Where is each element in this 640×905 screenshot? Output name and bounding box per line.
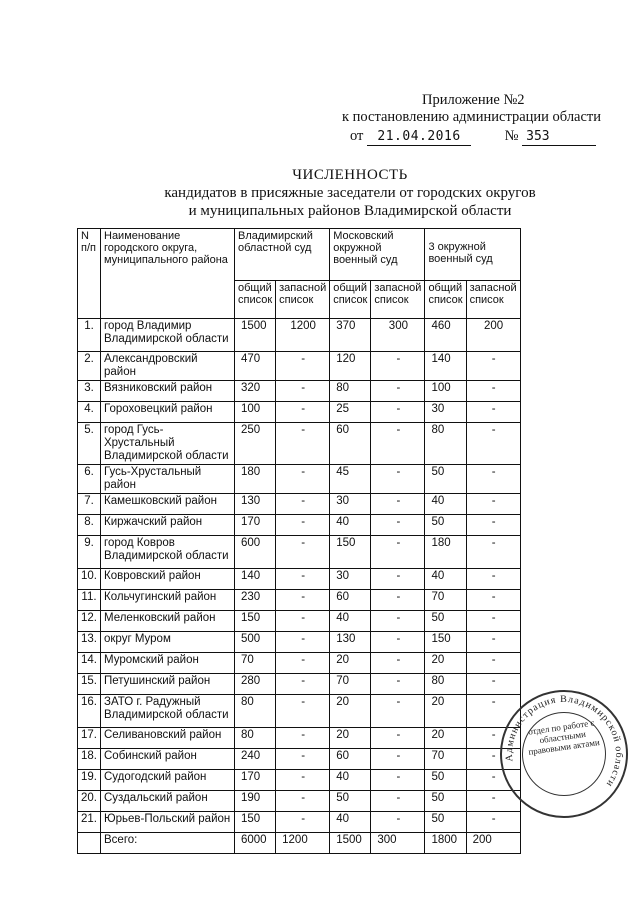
court1-general: 600 xyxy=(235,536,276,569)
court2-reserve: - xyxy=(371,632,425,653)
row-number: 20. xyxy=(78,791,101,812)
court3-reserve: - xyxy=(466,515,520,536)
court1-reserve: - xyxy=(276,352,330,381)
court3-general: 50 xyxy=(425,515,466,536)
table-row xyxy=(78,791,521,812)
court3-reserve: - xyxy=(466,791,520,812)
row-name: Меленковский район xyxy=(101,611,235,632)
heading-line-2: кандидатов в присяжные заседатели от городских округов xyxy=(164,185,536,201)
court1-general: 150 xyxy=(235,611,276,632)
table-row xyxy=(78,674,521,695)
table-row xyxy=(78,319,521,352)
court1-general: 470 xyxy=(235,352,276,381)
court2-general: 50 xyxy=(330,791,371,812)
header-reserve-3: запасной список xyxy=(466,281,520,319)
court3-general: 460 xyxy=(425,319,466,352)
table-row xyxy=(78,569,521,590)
court2-general: 40 xyxy=(330,515,371,536)
court1-reserve: - xyxy=(276,749,330,770)
heading-line-1: ЧИСЛЕННОСТЬ xyxy=(292,167,408,183)
row-name: ЗАТО г. Радужный Владимирской области xyxy=(101,695,235,728)
court1-general: 320 xyxy=(235,381,276,402)
row-name: Ковровский район xyxy=(101,569,235,590)
court2-general: 20 xyxy=(330,653,371,674)
court3-general: 80 xyxy=(425,423,466,465)
table-body xyxy=(78,319,521,854)
table-row xyxy=(78,632,521,653)
appendix-title: Приложение №2 xyxy=(422,92,525,108)
court2-reserve: - xyxy=(371,695,425,728)
court2-general: 45 xyxy=(330,465,371,494)
court2-reserve: - xyxy=(371,770,425,791)
court2-reserve: - xyxy=(371,728,425,749)
court1-general: 250 xyxy=(235,423,276,465)
court3-reserve: - xyxy=(466,569,520,590)
court2-reserve: - xyxy=(371,465,425,494)
court1-reserve: - xyxy=(276,674,330,695)
court3-reserve: - xyxy=(466,494,520,515)
row-name: Гороховецкий район xyxy=(101,402,235,423)
row-name: Судогодский район xyxy=(101,770,235,791)
court1-reserve: - xyxy=(276,632,330,653)
table-row xyxy=(78,381,521,402)
row-number: 21. xyxy=(78,812,101,833)
court1-general: 150 xyxy=(235,812,276,833)
header-name: Наименование городского округа, муниципального района xyxy=(101,229,235,319)
court3-general: 40 xyxy=(425,494,466,515)
court3-general: 1800 xyxy=(425,833,466,854)
court3-general: 40 xyxy=(425,569,466,590)
appendix-subtitle: к постановлению администрации области xyxy=(342,109,602,125)
court1-reserve: - xyxy=(276,812,330,833)
court3-general: 150 xyxy=(425,632,466,653)
court1-reserve: - xyxy=(276,791,330,812)
row-number: 10. xyxy=(78,569,101,590)
court1-general: 170 xyxy=(235,770,276,791)
stamp-ring-label: Администрация Владимирской области xyxy=(503,693,625,790)
court1-general: 6000 xyxy=(235,833,276,854)
court2-reserve: - xyxy=(371,381,425,402)
court3-reserve: - xyxy=(466,632,520,653)
court3-general: 20 xyxy=(425,728,466,749)
table-row xyxy=(78,653,521,674)
court1-reserve: - xyxy=(276,728,330,749)
court2-general: 370 xyxy=(330,319,371,352)
court3-reserve: - xyxy=(466,695,520,728)
court3-reserve: - xyxy=(466,590,520,611)
court1-reserve: - xyxy=(276,770,330,791)
row-number: 17. xyxy=(78,728,101,749)
court3-general: 20 xyxy=(425,695,466,728)
court3-reserve: - xyxy=(466,381,520,402)
court3-general: 80 xyxy=(425,674,466,695)
row-number: 1. xyxy=(78,319,101,352)
court3-reserve: 200 xyxy=(466,319,520,352)
court3-general: 70 xyxy=(425,590,466,611)
court1-general: 180 xyxy=(235,465,276,494)
court1-reserve: - xyxy=(276,569,330,590)
court1-general: 80 xyxy=(235,695,276,728)
court3-reserve: - xyxy=(466,728,520,749)
row-number: 5. xyxy=(78,423,101,465)
header-reserve-2: запасной список xyxy=(371,281,425,319)
court1-reserve: 1200 xyxy=(276,319,330,352)
court1-reserve: - xyxy=(276,381,330,402)
court3-general: 30 xyxy=(425,402,466,423)
court2-general: 40 xyxy=(330,812,371,833)
court1-reserve: - xyxy=(276,465,330,494)
row-number: 15. xyxy=(78,674,101,695)
court2-general: 70 xyxy=(330,674,371,695)
court3-general: 140 xyxy=(425,352,466,381)
court3-general: 50 xyxy=(425,611,466,632)
row-name: Муромский район xyxy=(101,653,235,674)
table-row xyxy=(78,352,521,381)
court1-reserve: - xyxy=(276,536,330,569)
court1-general: 190 xyxy=(235,791,276,812)
court2-general: 60 xyxy=(330,749,371,770)
row-name: Гусь-Хрустальный район xyxy=(101,465,235,494)
court2-general: 1500 xyxy=(330,833,371,854)
table-row xyxy=(78,402,521,423)
row-number: 11. xyxy=(78,590,101,611)
row-name: город Владимир Владимирской области xyxy=(101,319,235,352)
court2-reserve: - xyxy=(371,494,425,515)
court2-reserve: - xyxy=(371,791,425,812)
court2-reserve: - xyxy=(371,536,425,569)
court1-reserve: 1200 xyxy=(276,833,330,854)
court1-general: 70 xyxy=(235,653,276,674)
court2-reserve: - xyxy=(371,590,425,611)
table-row xyxy=(78,494,521,515)
from-label: от xyxy=(350,128,364,144)
row-number: 2. xyxy=(78,352,101,381)
court2-general: 130 xyxy=(330,632,371,653)
court2-reserve: - xyxy=(371,352,425,381)
header-number: N п/п xyxy=(78,229,101,319)
table-row xyxy=(78,812,521,833)
row-name: Юрьев-Польский район xyxy=(101,812,235,833)
row-name: Суздальский район xyxy=(101,791,235,812)
row-name: Селивановский район xyxy=(101,728,235,749)
table-row xyxy=(78,695,521,728)
court1-general: 280 xyxy=(235,674,276,695)
court3-general: 50 xyxy=(425,770,466,791)
row-name: Киржачский район xyxy=(101,515,235,536)
court2-general: 20 xyxy=(330,695,371,728)
official-stamp xyxy=(492,682,637,827)
court2-reserve: - xyxy=(371,749,425,770)
court1-general: 100 xyxy=(235,402,276,423)
court3-general: 20 xyxy=(425,653,466,674)
row-number xyxy=(78,833,101,854)
court3-reserve: - xyxy=(466,812,520,833)
header-reserve-1: запасной список xyxy=(276,281,330,319)
row-number: 6. xyxy=(78,465,101,494)
row-name: Всего: xyxy=(101,833,235,854)
court1-reserve: - xyxy=(276,590,330,611)
court2-reserve: - xyxy=(371,569,425,590)
court1-general: 230 xyxy=(235,590,276,611)
row-number: 18. xyxy=(78,749,101,770)
row-number: 19. xyxy=(78,770,101,791)
row-number: 14. xyxy=(78,653,101,674)
court2-general: 80 xyxy=(330,381,371,402)
court3-general: 100 xyxy=(425,381,466,402)
court1-general: 80 xyxy=(235,728,276,749)
court2-general: 60 xyxy=(330,590,371,611)
decree-number: 353 xyxy=(522,128,596,146)
court2-general: 20 xyxy=(330,728,371,749)
row-name: Кольчугинский район xyxy=(101,590,235,611)
table-row xyxy=(78,749,521,770)
row-name: Камешковский район xyxy=(101,494,235,515)
court3-general: 70 xyxy=(425,749,466,770)
court3-reserve: - xyxy=(466,653,520,674)
row-number: 8. xyxy=(78,515,101,536)
court2-general: 30 xyxy=(330,569,371,590)
court1-reserve: - xyxy=(276,695,330,728)
row-number: 12. xyxy=(78,611,101,632)
heading-line-3: и муниципальных районов Владимирской области xyxy=(188,203,512,219)
stamp-ring-text xyxy=(494,684,634,824)
court1-reserve: - xyxy=(276,423,330,465)
document-heading xyxy=(60,166,640,220)
court2-reserve: - xyxy=(371,611,425,632)
appendix-date-line xyxy=(350,128,596,146)
court3-reserve: - xyxy=(466,402,520,423)
court3-reserve: - xyxy=(466,536,520,569)
court1-reserve: - xyxy=(276,402,330,423)
row-name: округ Муром xyxy=(101,632,235,653)
court3-reserve: - xyxy=(466,674,520,695)
court2-general: 25 xyxy=(330,402,371,423)
court1-general: 1500 xyxy=(235,319,276,352)
court2-general: 40 xyxy=(330,770,371,791)
court3-general: 50 xyxy=(425,791,466,812)
court1-general: 500 xyxy=(235,632,276,653)
stamp-center-text: отдел по работе с областными правовыми актами xyxy=(527,717,601,757)
court2-reserve: - xyxy=(371,515,425,536)
header-general-3: общий список xyxy=(425,281,466,319)
court1-reserve: - xyxy=(276,611,330,632)
row-number: 4. xyxy=(78,402,101,423)
court3-reserve: - xyxy=(466,611,520,632)
table-row xyxy=(78,515,521,536)
row-number: 16. xyxy=(78,695,101,728)
table-row xyxy=(78,770,521,791)
table-row xyxy=(78,423,521,465)
court1-general: 240 xyxy=(235,749,276,770)
court3-reserve: - xyxy=(466,465,520,494)
court2-reserve: - xyxy=(371,653,425,674)
decree-date: 21.04.2016 xyxy=(367,128,471,146)
court2-general: 120 xyxy=(330,352,371,381)
court1-general: 140 xyxy=(235,569,276,590)
header-court-2: Московский окружной военный суд xyxy=(330,229,425,281)
row-name: город Гусь-Хрустальный Владимирской области xyxy=(101,423,235,465)
row-number: 9. xyxy=(78,536,101,569)
court1-reserve: - xyxy=(276,653,330,674)
court2-reserve: - xyxy=(371,423,425,465)
number-label: № xyxy=(504,128,519,144)
court3-general: 180 xyxy=(425,536,466,569)
table-total-row xyxy=(78,833,521,854)
court2-general: 30 xyxy=(330,494,371,515)
row-name: Александровский район xyxy=(101,352,235,381)
court2-reserve: - xyxy=(371,674,425,695)
row-name: Собинский район xyxy=(101,749,235,770)
header-general-2: общий список xyxy=(330,281,371,319)
row-name: город Ковров Владимирской области xyxy=(101,536,235,569)
court2-general: 150 xyxy=(330,536,371,569)
table-row xyxy=(78,590,521,611)
header-court-1: Владимирский областной суд xyxy=(235,229,330,281)
candidates-table xyxy=(77,228,521,854)
court1-general: 130 xyxy=(235,494,276,515)
court1-reserve: - xyxy=(276,494,330,515)
court2-general: 40 xyxy=(330,611,371,632)
header-court-3: 3 окружной военный суд xyxy=(425,229,520,281)
court1-reserve: - xyxy=(276,515,330,536)
court3-reserve: - xyxy=(466,749,520,770)
row-name: Вязниковский район xyxy=(101,381,235,402)
table-row xyxy=(78,611,521,632)
court3-general: 50 xyxy=(425,465,466,494)
court3-reserve: 200 xyxy=(466,833,520,854)
court3-reserve: - xyxy=(466,352,520,381)
row-number: 3. xyxy=(78,381,101,402)
row-number: 7. xyxy=(78,494,101,515)
court2-general: 60 xyxy=(330,423,371,465)
table-row xyxy=(78,728,521,749)
court2-reserve: - xyxy=(371,812,425,833)
court2-reserve: 300 xyxy=(371,319,425,352)
header-general-1: общий список xyxy=(235,281,276,319)
table-row xyxy=(78,536,521,569)
court2-reserve: - xyxy=(371,402,425,423)
row-name: Петушинский район xyxy=(101,674,235,695)
court3-general: 50 xyxy=(425,812,466,833)
court2-reserve: 300 xyxy=(371,833,425,854)
court3-reserve: - xyxy=(466,770,520,791)
court3-reserve: - xyxy=(466,423,520,465)
table-row xyxy=(78,465,521,494)
row-number: 13. xyxy=(78,632,101,653)
court1-general: 170 xyxy=(235,515,276,536)
